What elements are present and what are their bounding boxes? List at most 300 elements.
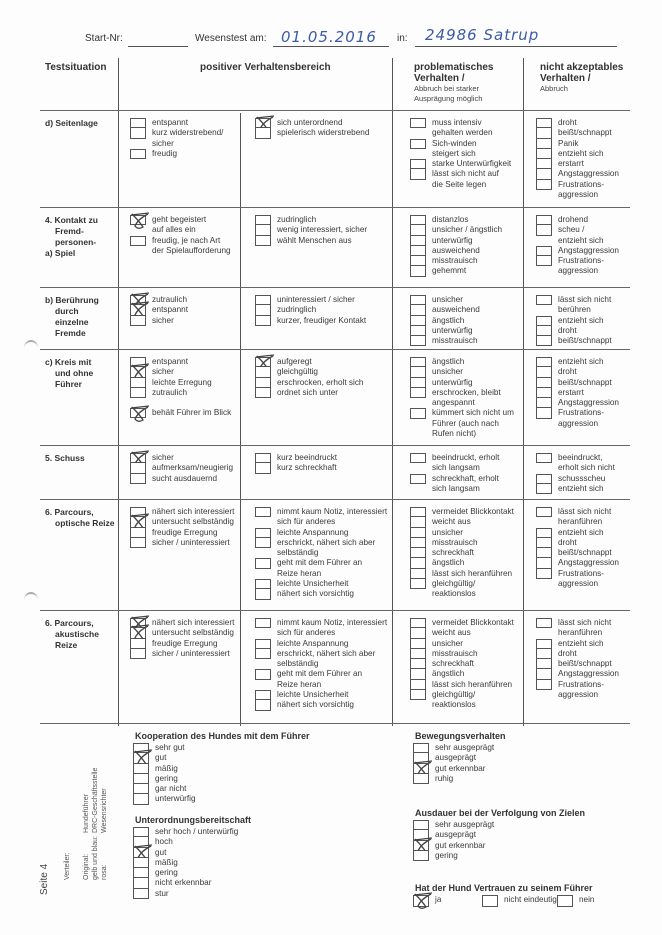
checkbox[interactable]: [130, 149, 146, 159]
checkbox[interactable]: [536, 357, 552, 367]
checkbox[interactable]: [133, 878, 149, 888]
checkbox-option[interactable]: [410, 569, 514, 579]
checkbox[interactable]: [536, 169, 552, 179]
checkbox[interactable]: [536, 336, 552, 346]
checkbox[interactable]: [255, 453, 271, 463]
checkbox-option[interactable]: [255, 690, 387, 700]
checkbox[interactable]: [536, 326, 552, 336]
checkbox-option[interactable]: [536, 548, 619, 558]
checkbox-option[interactable]: [536, 357, 619, 367]
checkbox-option[interactable]: [536, 669, 619, 679]
checkbox[interactable]: [130, 236, 146, 246]
checkbox-option[interactable]: [410, 256, 502, 266]
checkbox[interactable]: [536, 659, 552, 669]
checkbox[interactable]: [255, 690, 271, 700]
checkbox[interactable]: [130, 128, 146, 138]
checkbox[interactable]: [255, 367, 271, 377]
checkbox-option[interactable]: [255, 378, 363, 388]
checkbox-option[interactable]: [130, 367, 231, 377]
checkbox-option[interactable]: [255, 367, 363, 377]
checkbox[interactable]: [255, 118, 271, 128]
checkbox-option[interactable]: [536, 408, 619, 418]
checkbox[interactable]: [130, 474, 146, 484]
checkbox-option[interactable]: [410, 538, 514, 548]
checkbox-option[interactable]: [130, 474, 233, 484]
checkbox-option[interactable]: [130, 316, 188, 326]
checkbox[interactable]: [536, 548, 552, 558]
checkbox[interactable]: [536, 649, 552, 659]
checkbox[interactable]: [130, 388, 146, 398]
checkbox[interactable]: [536, 316, 552, 326]
checkbox-option[interactable]: [413, 743, 494, 753]
checkbox-option[interactable]: [410, 266, 502, 276]
checkbox[interactable]: [130, 628, 146, 638]
checkbox-option[interactable]: [255, 295, 366, 305]
checkbox-option[interactable]: [410, 548, 514, 558]
checkbox[interactable]: [133, 784, 149, 794]
checkbox-option[interactable]: [130, 538, 234, 548]
checkbox-option[interactable]: [536, 388, 619, 398]
checkbox-option[interactable]: [255, 558, 387, 568]
checkbox[interactable]: [482, 895, 498, 907]
checkbox[interactable]: [413, 895, 429, 907]
checkbox-option[interactable]: [130, 295, 188, 305]
checkbox-option[interactable]: [410, 139, 511, 149]
checkbox-option[interactable]: [410, 336, 480, 346]
checkbox[interactable]: [536, 639, 552, 649]
checkbox-option[interactable]: [255, 128, 369, 138]
checkbox[interactable]: [410, 326, 426, 336]
checkbox[interactable]: [410, 538, 426, 548]
test-date-field[interactable]: [273, 28, 389, 47]
checkbox[interactable]: [130, 639, 146, 649]
checkbox[interactable]: [410, 388, 426, 398]
checkbox-option[interactable]: [536, 528, 619, 538]
checkbox[interactable]: [255, 215, 271, 225]
checkbox[interactable]: [133, 827, 149, 837]
checkbox[interactable]: [130, 538, 146, 548]
checkbox[interactable]: [130, 618, 146, 628]
checkbox-option[interactable]: [133, 743, 196, 753]
checkbox[interactable]: [410, 295, 426, 305]
checkbox-option[interactable]: [130, 128, 223, 138]
checkbox[interactable]: [410, 256, 426, 266]
checkbox-option[interactable]: [410, 169, 511, 179]
checkbox[interactable]: [410, 215, 426, 225]
checkbox-option[interactable]: [410, 528, 514, 538]
checkbox-option[interactable]: [413, 851, 494, 861]
checkbox[interactable]: [536, 669, 552, 679]
checkbox-option[interactable]: [255, 236, 367, 246]
checkbox-option[interactable]: [536, 507, 619, 517]
checkbox[interactable]: [410, 305, 426, 315]
checkbox-option[interactable]: [255, 649, 387, 659]
checkbox[interactable]: [130, 378, 146, 388]
checkbox[interactable]: [410, 558, 426, 568]
checkbox-option[interactable]: [482, 895, 557, 905]
checkbox-option[interactable]: [536, 118, 619, 128]
checkbox-option[interactable]: [410, 357, 514, 367]
checkbox-option[interactable]: [536, 680, 619, 690]
checkbox[interactable]: [536, 215, 552, 225]
checkbox-option[interactable]: [133, 794, 196, 804]
checkbox[interactable]: [410, 659, 426, 669]
checkbox-option[interactable]: [133, 753, 196, 763]
checkbox-option[interactable]: [536, 246, 619, 256]
checkbox-option[interactable]: [410, 680, 514, 690]
checkbox-option[interactable]: [536, 639, 619, 649]
checkbox-option[interactable]: [410, 408, 514, 418]
checkbox-option[interactable]: [133, 774, 196, 784]
checkbox-option[interactable]: [255, 579, 387, 589]
checkbox-option[interactable]: [130, 453, 233, 463]
checkbox-option[interactable]: [410, 628, 514, 638]
checkbox[interactable]: [130, 507, 146, 517]
checkbox-option[interactable]: [255, 225, 367, 235]
checkbox[interactable]: [410, 639, 426, 649]
checkbox[interactable]: [255, 528, 271, 538]
checkbox[interactable]: [536, 569, 552, 579]
checkbox[interactable]: [133, 753, 149, 763]
checkbox-option[interactable]: [133, 827, 238, 837]
checkbox-option[interactable]: [255, 507, 387, 517]
checkbox[interactable]: [536, 408, 552, 418]
checkbox-option[interactable]: [410, 453, 499, 463]
checkbox[interactable]: [255, 507, 271, 517]
checkbox[interactable]: [410, 225, 426, 235]
checkbox-option[interactable]: [133, 889, 238, 899]
checkbox-option[interactable]: [410, 517, 514, 527]
checkbox-option[interactable]: [130, 408, 231, 418]
checkbox[interactable]: [130, 215, 146, 225]
checkbox-option[interactable]: [130, 507, 234, 517]
checkbox[interactable]: [410, 680, 426, 690]
checkbox-option[interactable]: [410, 305, 480, 315]
checkbox-option[interactable]: [410, 225, 502, 235]
checkbox-option[interactable]: [536, 159, 619, 169]
checkbox-option[interactable]: [410, 669, 514, 679]
checkbox-option[interactable]: [536, 618, 619, 628]
checkbox[interactable]: [410, 618, 426, 628]
checkbox[interactable]: [410, 236, 426, 246]
checkbox-option[interactable]: [410, 215, 502, 225]
checkbox-option[interactable]: [536, 659, 619, 669]
checkbox-option[interactable]: [410, 649, 514, 659]
checkbox-option[interactable]: [410, 579, 514, 589]
checkbox[interactable]: [410, 569, 426, 579]
checkbox-option[interactable]: [133, 858, 238, 868]
checkbox[interactable]: [255, 316, 271, 326]
checkbox[interactable]: [130, 305, 146, 315]
checkbox-option[interactable]: [536, 295, 612, 305]
checkbox[interactable]: [536, 558, 552, 568]
checkbox-option[interactable]: [130, 118, 223, 128]
checkbox-option[interactable]: [255, 618, 387, 628]
checkbox[interactable]: [410, 159, 426, 169]
checkbox[interactable]: [133, 889, 149, 899]
checkbox[interactable]: [410, 453, 426, 463]
checkbox-option[interactable]: [413, 895, 441, 905]
checkbox[interactable]: [255, 618, 271, 628]
checkbox[interactable]: [133, 868, 149, 878]
location-field[interactable]: [415, 26, 617, 47]
checkbox-option[interactable]: [130, 463, 233, 473]
checkbox[interactable]: [536, 139, 552, 149]
checkbox[interactable]: [255, 649, 271, 659]
checkbox-option[interactable]: [536, 215, 619, 225]
checkbox[interactable]: [410, 579, 426, 589]
checkbox[interactable]: [410, 378, 426, 388]
checkbox[interactable]: [255, 378, 271, 388]
checkbox[interactable]: [255, 538, 271, 548]
checkbox[interactable]: [255, 236, 271, 246]
checkbox[interactable]: [133, 837, 149, 847]
checkbox-option[interactable]: [536, 378, 619, 388]
checkbox[interactable]: [410, 118, 426, 128]
checkbox[interactable]: [413, 841, 429, 851]
checkbox-option[interactable]: [255, 538, 387, 548]
checkbox[interactable]: [255, 463, 271, 473]
checkbox[interactable]: [130, 528, 146, 538]
checkbox-option[interactable]: [130, 517, 234, 527]
checkbox-option[interactable]: [255, 388, 363, 398]
checkbox[interactable]: [130, 517, 146, 527]
checkbox[interactable]: [255, 305, 271, 315]
checkbox-option[interactable]: [536, 128, 619, 138]
checkbox-option[interactable]: [536, 484, 615, 494]
checkbox[interactable]: [536, 388, 552, 398]
checkbox-option[interactable]: [536, 139, 619, 149]
checkbox[interactable]: [536, 256, 552, 266]
checkbox-option[interactable]: [130, 378, 231, 388]
checkbox[interactable]: [130, 316, 146, 326]
checkbox-option[interactable]: [413, 820, 494, 830]
checkbox-option[interactable]: [255, 305, 366, 315]
checkbox[interactable]: [536, 484, 552, 494]
checkbox[interactable]: [255, 558, 271, 568]
checkbox-option[interactable]: [255, 589, 387, 599]
checkbox-option[interactable]: [536, 149, 619, 159]
checkbox[interactable]: [130, 118, 146, 128]
checkbox-option[interactable]: [536, 453, 615, 463]
checkbox[interactable]: [536, 149, 552, 159]
checkbox-option[interactable]: [410, 558, 514, 568]
checkbox[interactable]: [410, 548, 426, 558]
checkbox-option[interactable]: [410, 659, 514, 669]
checkbox-option[interactable]: [410, 367, 514, 377]
checkbox-option[interactable]: [130, 305, 188, 315]
checkbox-option[interactable]: [410, 507, 514, 517]
checkbox-option[interactable]: [130, 639, 234, 649]
checkbox[interactable]: [410, 528, 426, 538]
checkbox[interactable]: [536, 507, 552, 517]
checkbox[interactable]: [410, 669, 426, 679]
checkbox-option[interactable]: [410, 295, 480, 305]
checkbox-option[interactable]: [133, 868, 238, 878]
checkbox[interactable]: [255, 128, 271, 138]
checkbox-option[interactable]: [410, 159, 511, 169]
checkbox-option[interactable]: [536, 256, 619, 266]
checkbox[interactable]: [410, 507, 426, 517]
checkbox-option[interactable]: [410, 236, 502, 246]
checkbox-option[interactable]: [410, 118, 511, 128]
checkbox[interactable]: [536, 538, 552, 548]
checkbox-option[interactable]: [536, 326, 612, 336]
checkbox[interactable]: [536, 246, 552, 256]
checkbox[interactable]: [133, 848, 149, 858]
start-nr-field[interactable]: [128, 34, 188, 47]
checkbox[interactable]: [410, 690, 426, 700]
checkbox[interactable]: [536, 398, 552, 408]
checkbox-option[interactable]: [536, 474, 615, 484]
checkbox[interactable]: [130, 357, 146, 367]
checkbox[interactable]: [536, 474, 552, 484]
checkbox[interactable]: [536, 528, 552, 538]
checkbox[interactable]: [133, 764, 149, 774]
checkbox[interactable]: [413, 774, 429, 784]
checkbox[interactable]: [130, 463, 146, 473]
checkbox-option[interactable]: [133, 848, 238, 858]
checkbox-option[interactable]: [413, 774, 494, 784]
checkbox[interactable]: [410, 357, 426, 367]
checkbox-option[interactable]: [410, 388, 514, 398]
checkbox-option[interactable]: [536, 225, 619, 235]
checkbox[interactable]: [536, 180, 552, 190]
checkbox[interactable]: [410, 336, 426, 346]
checkbox-option[interactable]: [536, 398, 619, 408]
checkbox-option[interactable]: [130, 649, 234, 659]
checkbox-option[interactable]: [133, 784, 196, 794]
checkbox-option[interactable]: [255, 453, 337, 463]
checkbox[interactable]: [413, 820, 429, 830]
checkbox[interactable]: [536, 680, 552, 690]
checkbox[interactable]: [133, 858, 149, 868]
checkbox[interactable]: [410, 517, 426, 527]
checkbox-option[interactable]: [536, 180, 619, 190]
checkbox-option[interactable]: [536, 316, 612, 326]
checkbox[interactable]: [410, 649, 426, 659]
checkbox[interactable]: [410, 139, 426, 149]
checkbox[interactable]: [536, 159, 552, 169]
checkbox-option[interactable]: [413, 764, 494, 774]
option-label: entzieht sich: [558, 235, 604, 245]
checkbox-option[interactable]: [413, 841, 494, 851]
checkbox[interactable]: [410, 408, 426, 418]
checkbox[interactable]: [130, 408, 146, 418]
checkbox-option[interactable]: [255, 118, 369, 128]
checkbox-option[interactable]: [255, 215, 367, 225]
checkbox[interactable]: [133, 774, 149, 784]
checkbox[interactable]: [557, 895, 573, 907]
checkbox-option[interactable]: [410, 246, 502, 256]
checkbox-option[interactable]: [536, 649, 619, 659]
checkbox-option[interactable]: [536, 336, 612, 346]
checkbox-option[interactable]: [255, 528, 387, 538]
checkbox[interactable]: [536, 128, 552, 138]
checkbox[interactable]: [130, 367, 146, 377]
checkbox-option[interactable]: [130, 618, 234, 628]
checkbox[interactable]: [255, 579, 271, 589]
checkbox[interactable]: [133, 743, 149, 753]
checkbox[interactable]: [255, 589, 271, 599]
checkbox[interactable]: [536, 453, 552, 463]
checkbox-option[interactable]: [410, 639, 514, 649]
checkbox[interactable]: [413, 764, 429, 774]
checkbox[interactable]: [536, 295, 552, 305]
checkbox-option[interactable]: [133, 764, 196, 774]
checkbox[interactable]: [130, 295, 146, 305]
checkbox-option[interactable]: [410, 618, 514, 628]
checkbox-option[interactable]: [410, 474, 499, 484]
checkbox-option[interactable]: [410, 378, 514, 388]
checkbox-option[interactable]: [255, 700, 387, 710]
checkbox[interactable]: [536, 618, 552, 628]
checkbox-option[interactable]: [133, 837, 238, 847]
checkbox[interactable]: [413, 743, 429, 753]
checkbox[interactable]: [255, 639, 271, 649]
checkbox-option[interactable]: [557, 895, 594, 905]
checkbox-option[interactable]: [130, 149, 223, 159]
checkbox-option[interactable]: [536, 169, 619, 179]
checkbox[interactable]: [413, 830, 429, 840]
checkbox[interactable]: [255, 225, 271, 235]
checkbox[interactable]: [255, 295, 271, 305]
checkbox[interactable]: [410, 474, 426, 484]
checkbox[interactable]: [536, 225, 552, 235]
checkbox[interactable]: [255, 669, 271, 679]
checkbox[interactable]: [410, 246, 426, 256]
checkbox[interactable]: [410, 266, 426, 276]
checkbox-option[interactable]: [413, 830, 494, 840]
checkbox-option[interactable]: [130, 388, 231, 398]
checkbox-option[interactable]: [130, 628, 234, 638]
checkbox[interactable]: [536, 367, 552, 377]
checkbox[interactable]: [410, 169, 426, 179]
checkbox[interactable]: [410, 316, 426, 326]
checkbox-option[interactable]: [255, 463, 337, 473]
checkbox-option[interactable]: [536, 538, 619, 548]
checkbox-option[interactable]: [536, 367, 619, 377]
checkbox-option[interactable]: [413, 753, 494, 763]
checkbox[interactable]: [410, 367, 426, 377]
checkbox[interactable]: [130, 649, 146, 659]
checkbox-option[interactable]: [255, 669, 387, 679]
checkbox[interactable]: [255, 357, 271, 367]
checkbox-option[interactable]: [410, 316, 480, 326]
checkbox[interactable]: [413, 851, 429, 861]
checkbox[interactable]: [536, 378, 552, 388]
checkbox-option[interactable]: [410, 690, 514, 700]
checkbox-option[interactable]: [130, 236, 231, 246]
checkbox[interactable]: [255, 700, 271, 710]
checkbox[interactable]: [255, 388, 271, 398]
checkbox-option[interactable]: [536, 569, 619, 579]
checkbox[interactable]: [536, 118, 552, 128]
checkbox-option[interactable]: [130, 215, 231, 225]
checkbox-option[interactable]: [255, 316, 366, 326]
checkbox-option[interactable]: [255, 639, 387, 649]
checkbox-option[interactable]: [255, 357, 363, 367]
checkbox-option[interactable]: [130, 357, 231, 367]
checkbox[interactable]: [130, 453, 146, 463]
checkbox-option[interactable]: [130, 528, 234, 538]
checkbox[interactable]: [133, 794, 149, 804]
checkbox[interactable]: [413, 753, 429, 763]
checkbox-option[interactable]: [536, 558, 619, 568]
checkbox-option[interactable]: [410, 326, 480, 336]
checkbox-option[interactable]: [133, 878, 238, 888]
checkbox[interactable]: [410, 628, 426, 638]
